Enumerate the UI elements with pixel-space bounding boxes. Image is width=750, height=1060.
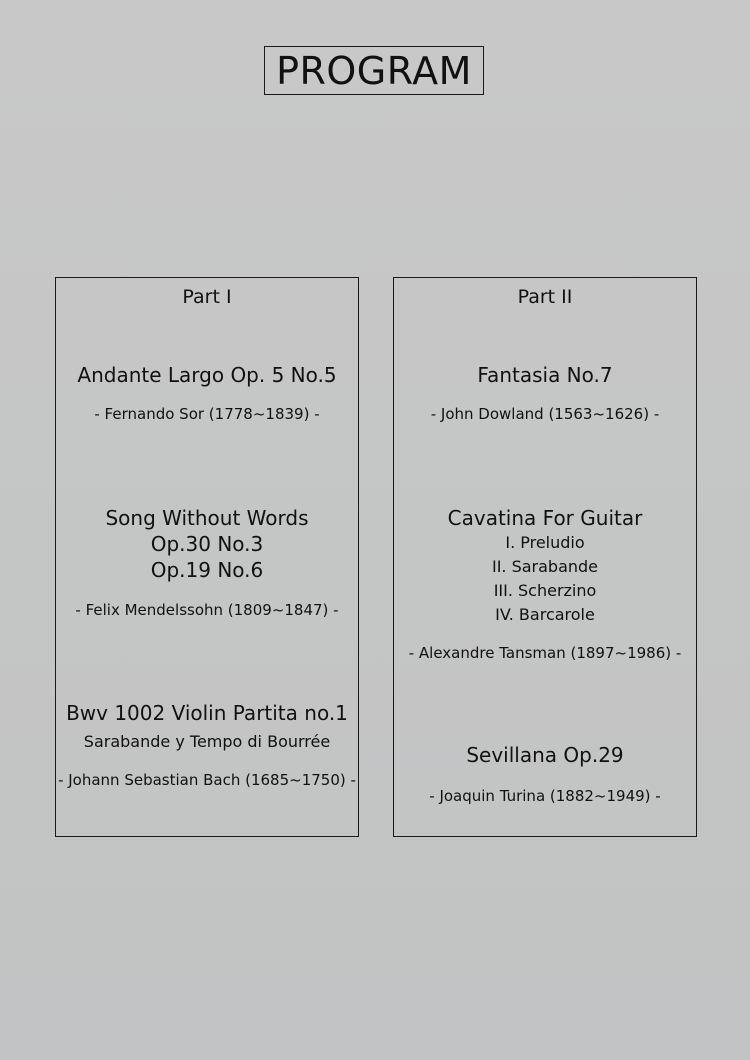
piece-andante-largo (56, 362, 358, 388)
piece-subtitle: Sarabande y Tempo di Bourrée (83, 732, 331, 751)
piece-title: Andante Largo Op. 5 No.5 (77, 363, 337, 387)
composer-line: - Fernando Sor (1778~1839) - (94, 405, 320, 423)
piece-song-without-words (56, 505, 358, 583)
piece-bwv-1002 (56, 700, 358, 754)
composer-line: - John Dowland (1563~1626) - (430, 405, 660, 423)
part-two-label: Part II (517, 286, 573, 308)
piece-title-line: Op.30 No.3 (150, 532, 264, 556)
piece-title-line: Song Without Words (105, 506, 309, 530)
composer-line: - Felix Mendelssohn (1809~1847) - (75, 601, 339, 619)
composer-sor (56, 404, 358, 424)
composer-turina (394, 786, 696, 806)
composer-dowland (394, 404, 696, 424)
movement-item: IV. Barcarole (495, 605, 595, 624)
movement-item: II. Sarabande (491, 557, 599, 576)
composer-line: - Alexandre Tansman (1897~1986) - (408, 644, 682, 662)
piece-title: Bwv 1002 Violin Partita no.1 (66, 701, 348, 725)
piece-title-line: Op.19 No.6 (150, 558, 264, 582)
part-one-panel (55, 277, 359, 837)
program-title: PROGRAM (264, 46, 484, 95)
composer-line: - Joaquin Turina (1882~1949) - (429, 787, 661, 805)
piece-title: Sevillana Op.29 (466, 743, 624, 767)
piece-title: Cavatina For Guitar (447, 506, 643, 530)
piece-fantasia (394, 362, 696, 388)
part-one-label: Part I (182, 286, 232, 308)
part-two-panel (393, 277, 697, 837)
composer-mendelssohn (56, 600, 358, 620)
piece-title: Fantasia No.7 (477, 363, 613, 387)
composer-line: - Johann Sebastian Bach (1685~1750) - (58, 771, 356, 789)
movement-item: III. Scherzino (493, 581, 597, 600)
composer-bach (56, 770, 358, 790)
movement-item: I. Preludio (505, 533, 585, 552)
piece-cavatina (394, 505, 696, 627)
composer-tansman (394, 643, 696, 663)
piece-sevillana (394, 742, 696, 768)
